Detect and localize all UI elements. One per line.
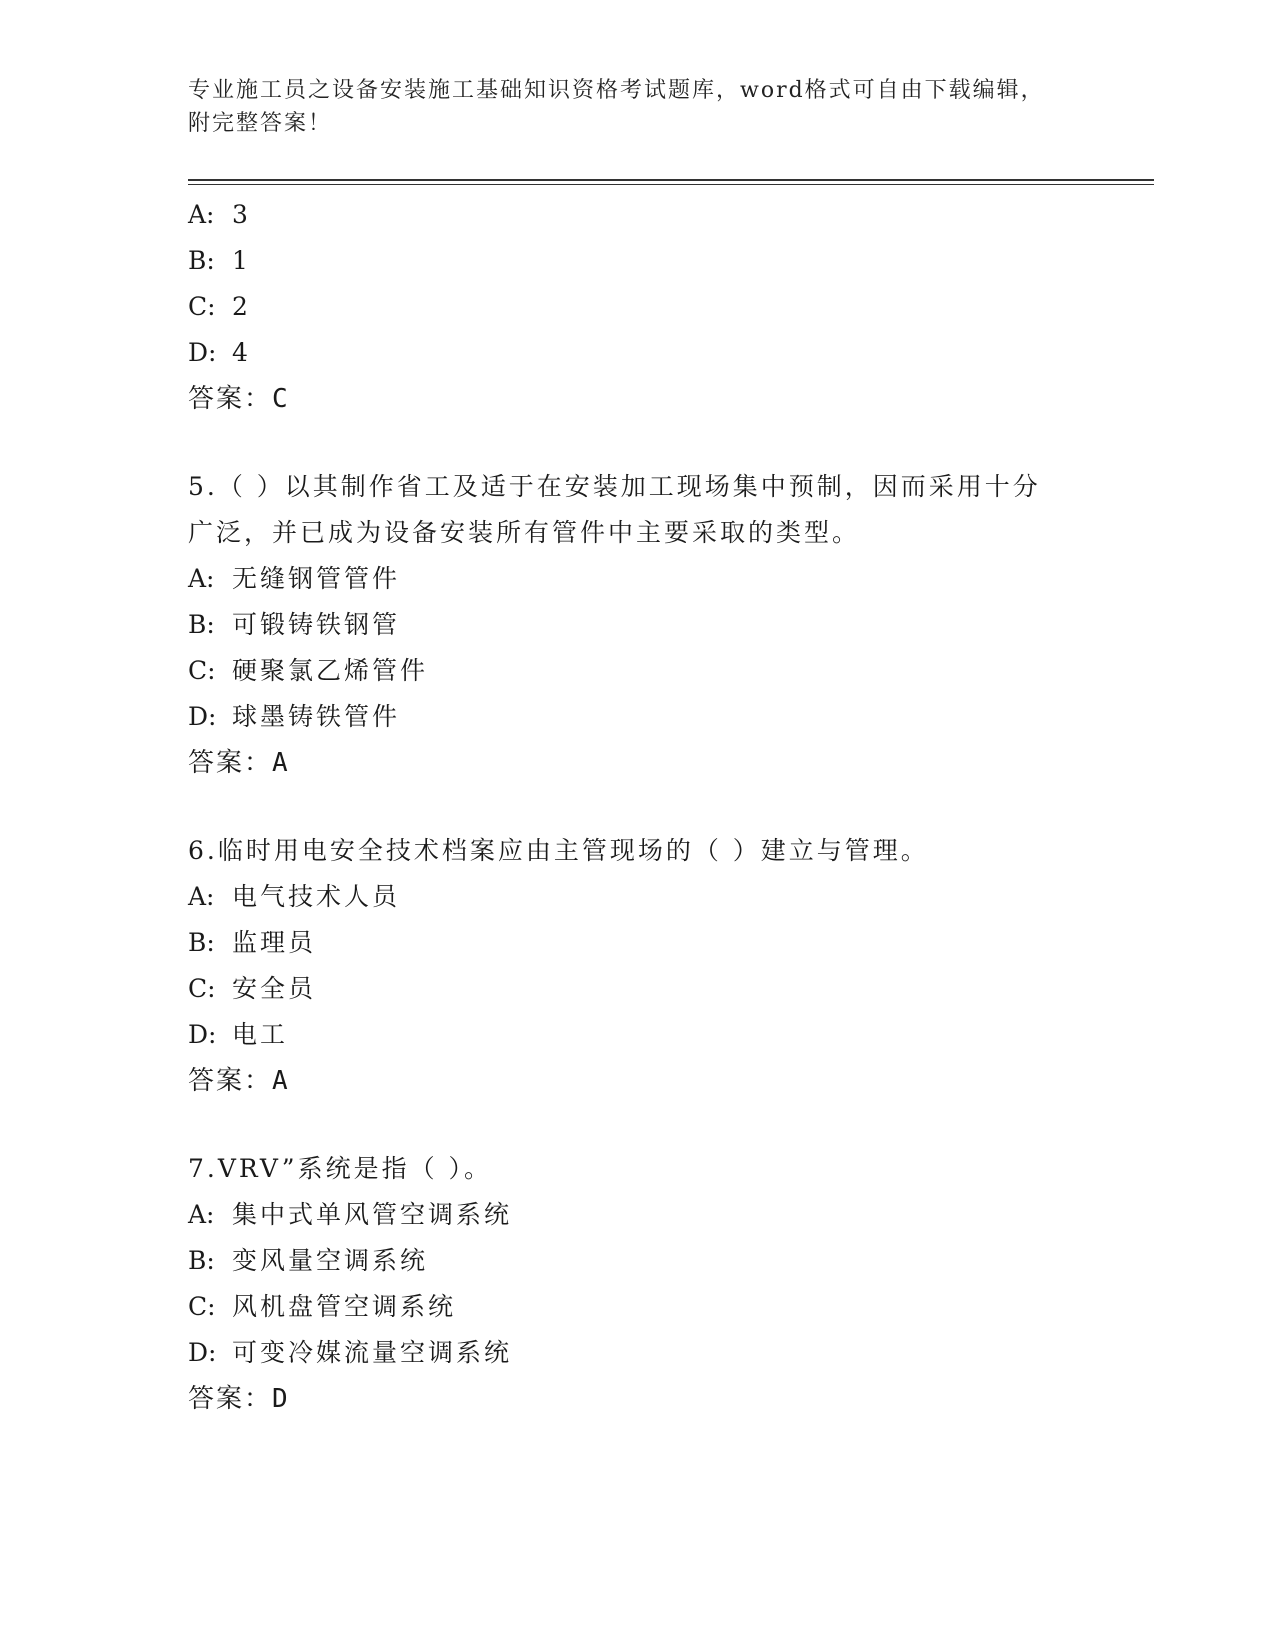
option-a bbox=[188, 192, 1088, 238]
header-line-2: 附完整答案！ bbox=[188, 111, 333, 136]
option-text: 2 bbox=[232, 292, 251, 321]
option-key: A: bbox=[188, 200, 215, 229]
option-text: 硬聚氯乙烯管件 bbox=[232, 656, 429, 685]
option-b bbox=[188, 920, 1088, 966]
answer-label: 答案： bbox=[188, 384, 273, 414]
option-a bbox=[188, 874, 1088, 920]
answer-line bbox=[188, 1376, 1088, 1422]
option-text: 3 bbox=[232, 200, 251, 229]
option-key: A: bbox=[188, 564, 215, 593]
option-text: 安全员 bbox=[232, 974, 317, 1003]
option-key: C: bbox=[188, 656, 216, 685]
option-text: 可变冷媒流量空调系统 bbox=[232, 1338, 513, 1367]
option-c bbox=[188, 284, 1088, 330]
option-key: D: bbox=[188, 1020, 217, 1049]
question-6 bbox=[188, 828, 1088, 1104]
question-stem-line-1: 5.（ ）以其制作省工及适于在安装加工现场集中预制，因而采用十分 bbox=[188, 472, 1041, 501]
option-text: 监理员 bbox=[232, 928, 317, 957]
answer-value: A bbox=[272, 1066, 289, 1096]
header-line-1: 专业施工员之设备安装施工基础知识资格考试题库，word格式可自由下载编辑， bbox=[188, 78, 1045, 103]
option-key: D: bbox=[188, 702, 217, 731]
header-divider-thin bbox=[188, 184, 1154, 185]
option-b bbox=[188, 602, 1088, 648]
option-text: 球墨铸铁管件 bbox=[232, 702, 401, 731]
header-divider-thick bbox=[188, 179, 1154, 181]
question-stem: 6.临时用电安全技术档案应由主管现场的（ ）建立与管理。 bbox=[188, 836, 929, 865]
option-d bbox=[188, 1012, 1088, 1058]
answer-line bbox=[188, 1058, 1088, 1104]
option-text: 电气技术人员 bbox=[232, 882, 401, 911]
document-header bbox=[188, 74, 1088, 140]
option-c bbox=[188, 1284, 1088, 1330]
answer-value: A bbox=[272, 748, 289, 778]
answer-label: 答案： bbox=[188, 1384, 273, 1414]
answer-line bbox=[188, 376, 1088, 422]
question-4 bbox=[188, 192, 1088, 422]
option-d bbox=[188, 330, 1088, 376]
option-key: C: bbox=[188, 292, 216, 321]
option-text: 无缝钢管管件 bbox=[232, 564, 401, 593]
option-c bbox=[188, 648, 1088, 694]
option-key: B: bbox=[188, 610, 215, 639]
option-key: D: bbox=[188, 1338, 217, 1367]
option-key: B: bbox=[188, 928, 215, 957]
question-5 bbox=[188, 464, 1088, 786]
answer-label: 答案： bbox=[188, 1066, 273, 1096]
option-key: C: bbox=[188, 974, 216, 1003]
option-d bbox=[188, 694, 1088, 740]
option-text: 1 bbox=[232, 246, 251, 275]
option-text: 可锻铸铁钢管 bbox=[232, 610, 401, 639]
option-key: B: bbox=[188, 246, 215, 275]
answer-value: D bbox=[272, 1384, 289, 1414]
question-stem-line-2: 广泛，并已成为设备安装所有管件中主要采取的类型。 bbox=[188, 518, 861, 547]
option-d bbox=[188, 1330, 1088, 1376]
option-a bbox=[188, 1192, 1088, 1238]
option-b bbox=[188, 238, 1088, 284]
option-key: A: bbox=[188, 1200, 215, 1229]
option-key: C: bbox=[188, 1292, 216, 1321]
question-list bbox=[188, 192, 1088, 1422]
answer-label: 答案： bbox=[188, 748, 273, 778]
option-text: 电工 bbox=[232, 1020, 289, 1049]
option-b bbox=[188, 1238, 1088, 1284]
answer-value: C bbox=[272, 384, 289, 414]
option-key: A: bbox=[188, 882, 215, 911]
question-stem: 7.VRV”系统是指（ ）。 bbox=[188, 1154, 493, 1183]
option-text: 集中式单风管空调系统 bbox=[232, 1200, 513, 1229]
option-key: D: bbox=[188, 338, 217, 367]
question-7 bbox=[188, 1146, 1088, 1422]
option-text: 变风量空调系统 bbox=[232, 1246, 429, 1275]
option-key: B: bbox=[188, 1246, 215, 1275]
option-text: 风机盘管空调系统 bbox=[232, 1292, 457, 1321]
option-c bbox=[188, 966, 1088, 1012]
option-a bbox=[188, 556, 1088, 602]
answer-line bbox=[188, 740, 1088, 786]
option-text: 4 bbox=[232, 338, 251, 367]
